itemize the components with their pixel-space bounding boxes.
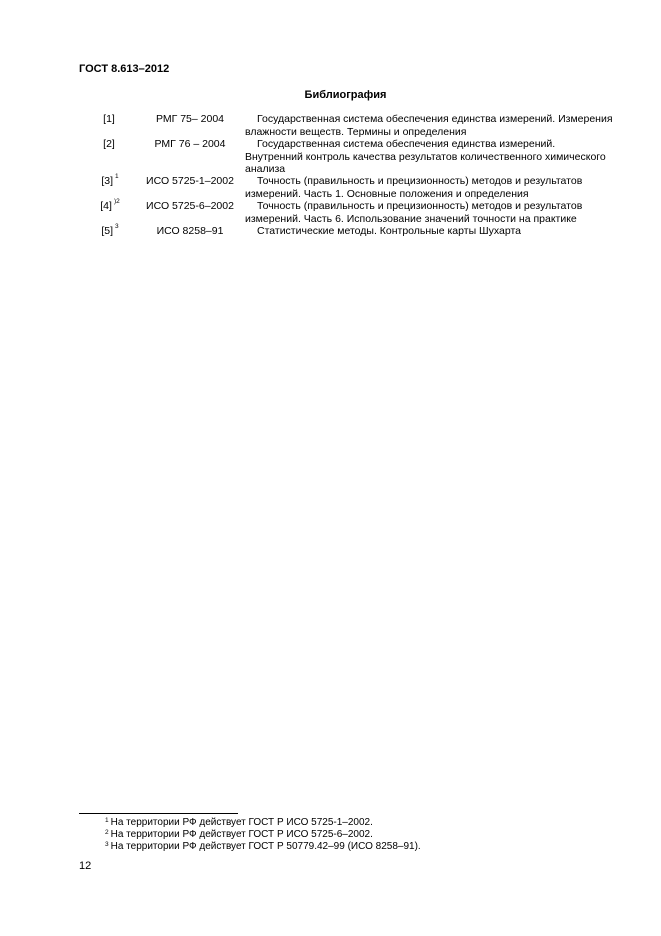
entry-code: ИСО 8258–91 [156,225,224,237]
entry-title: Точность (правильность и прецизионность) методов и результатов измерений. Часть 6. Использование значений точности на практике [245,200,583,225]
document-code: ГОСТ 8.613–2012 [79,63,170,75]
footnote: $^2$ На территории РФ действует ГОСТ Р ИСО 5725-6–2002. [105,829,373,840]
footnote-divider [79,813,238,814]
entry-number: [2] [103,138,115,150]
footnote: $^1$ На территории РФ действует ГОСТ Р ИСО 5725-1–2002. [105,817,373,828]
entry-title: Государственная система обеспечения единства измерений. Измерения влажности веществ. Термины и определения [245,113,613,138]
entry-code: РМГ 76 – 2004 [154,138,226,150]
footnote: $^3$ На территории РФ действует ГОСТ Р 50779.42–99 (ИСО 8258–91). [105,841,421,852]
entry-title: Статистические методы. Контрольные карты Шухарта [257,225,522,237]
entry-number: [1] [103,113,115,125]
page-number: 12 [79,860,92,872]
entry-code: ИСО 5725-1–2002 [146,175,234,187]
entry-title: Точность (правильность и прецизионность) методов и результатов измерений. Часть 1. Основные положения и определения [245,175,583,200]
bibliography-title: Библиография [304,89,387,101]
entry-number: [5] $^3$ [101,223,119,237]
entry-number: [4] $^{)2}$ [100,198,120,212]
entry-code: РМГ 75– 2004 [155,113,225,125]
entry-code: ИСО 5725-6–2002 [146,200,234,212]
entry-number: [3] $^1$ [101,173,119,187]
entry-title: Государственная система обеспечения единства измерений. Внутренний контроль качества результатов количественного химического анализа [245,138,606,175]
footnotes [105,817,421,853]
